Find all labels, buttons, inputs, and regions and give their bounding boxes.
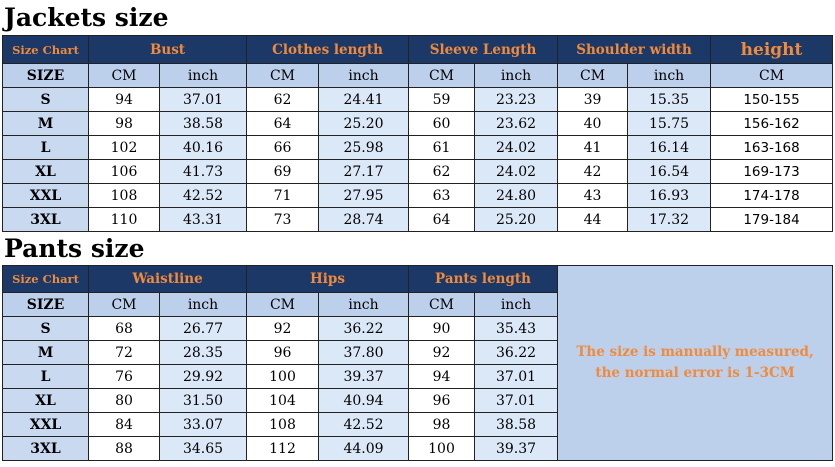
table-row bbox=[3, 184, 833, 208]
length-inch-cell: 27.95 bbox=[319, 184, 409, 208]
pants-length-header: Pants length bbox=[409, 266, 558, 293]
hips-cm-subheader: CM bbox=[247, 293, 319, 317]
sleeve-inch-cell: 24.02 bbox=[475, 160, 558, 184]
hips-inch-cell: 39.37 bbox=[319, 365, 409, 389]
size-chart-header: Size Chart bbox=[3, 36, 89, 64]
sleeve-cm-cell: 63 bbox=[409, 184, 475, 208]
bust-inch-cell: 43.31 bbox=[160, 208, 247, 232]
waist-inch-cell: 33.07 bbox=[160, 413, 247, 437]
size-subheader: SIZE bbox=[3, 64, 89, 88]
waist-cm-cell: 88 bbox=[89, 437, 160, 461]
bust-inch-cell: 38.58 bbox=[160, 112, 247, 136]
bust-inch-subheader: inch bbox=[160, 64, 247, 88]
length-inch-cell: 38.58 bbox=[475, 413, 558, 437]
shoulder-cm-cell: 39 bbox=[558, 88, 628, 112]
jackets-header-row bbox=[3, 36, 833, 64]
shoulder-inch-subheader: inch bbox=[628, 64, 711, 88]
size-label: S bbox=[3, 88, 89, 112]
length-cm-cell: 100 bbox=[409, 437, 475, 461]
shoulder-cm-cell: 44 bbox=[558, 208, 628, 232]
height-cell: 163-168 bbox=[711, 136, 833, 160]
table-row bbox=[3, 136, 833, 160]
jackets-size-table bbox=[2, 35, 833, 232]
length-inch-subheader: inch bbox=[475, 293, 558, 317]
length-cm-cell: 73 bbox=[247, 208, 319, 232]
hips-cm-cell: 104 bbox=[247, 389, 319, 413]
pants-size-table bbox=[2, 265, 833, 461]
height-header: height bbox=[711, 36, 833, 64]
hips-inch-cell: 42.52 bbox=[319, 413, 409, 437]
length-cm-cell: 69 bbox=[247, 160, 319, 184]
bust-cm-cell: 110 bbox=[89, 208, 160, 232]
length-cm-cell: 71 bbox=[247, 184, 319, 208]
size-subheader: SIZE bbox=[3, 293, 89, 317]
bust-inch-cell: 41.73 bbox=[160, 160, 247, 184]
shoulder-cm-cell: 42 bbox=[558, 160, 628, 184]
hips-cm-cell: 96 bbox=[247, 341, 319, 365]
sleeve-cm-cell: 64 bbox=[409, 208, 475, 232]
shoulder-width-header: Shoulder width bbox=[558, 36, 711, 64]
waist-cm-cell: 76 bbox=[89, 365, 160, 389]
length-inch-cell: 36.22 bbox=[475, 341, 558, 365]
hips-inch-cell: 44.09 bbox=[319, 437, 409, 461]
length-inch-cell: 27.17 bbox=[319, 160, 409, 184]
waistline-header: Waistline bbox=[89, 266, 247, 293]
hips-header: Hips bbox=[247, 266, 409, 293]
bust-cm-cell: 94 bbox=[89, 88, 160, 112]
sleeve-cm-cell: 59 bbox=[409, 88, 475, 112]
sleeve-cm-subheader: CM bbox=[409, 64, 475, 88]
length-inch-subheader: inch bbox=[319, 64, 409, 88]
hips-cm-cell: 112 bbox=[247, 437, 319, 461]
bust-inch-cell: 42.52 bbox=[160, 184, 247, 208]
shoulder-inch-cell: 16.14 bbox=[628, 136, 711, 160]
height-cell: 179-184 bbox=[711, 208, 833, 232]
bust-cm-cell: 102 bbox=[89, 136, 160, 160]
length-cm-subheader: CM bbox=[409, 293, 475, 317]
length-cm-cell: 66 bbox=[247, 136, 319, 160]
size-label: XXL bbox=[3, 413, 89, 437]
hips-cm-cell: 108 bbox=[247, 413, 319, 437]
sleeve-inch-cell: 23.23 bbox=[475, 88, 558, 112]
waist-inch-cell: 29.92 bbox=[160, 365, 247, 389]
length-cm-cell: 94 bbox=[409, 365, 475, 389]
length-cm-subheader: CM bbox=[247, 64, 319, 88]
table-row bbox=[3, 88, 833, 112]
bust-cm-cell: 106 bbox=[89, 160, 160, 184]
shoulder-cm-cell: 41 bbox=[558, 136, 628, 160]
length-inch-cell: 24.41 bbox=[319, 88, 409, 112]
height-cell: 156-162 bbox=[711, 112, 833, 136]
length-inch-cell: 37.01 bbox=[475, 389, 558, 413]
sleeve-cm-cell: 61 bbox=[409, 136, 475, 160]
length-cm-cell: 92 bbox=[409, 341, 475, 365]
length-inch-cell: 25.98 bbox=[319, 136, 409, 160]
size-label: 3XL bbox=[3, 208, 89, 232]
hips-inch-cell: 40.94 bbox=[319, 389, 409, 413]
bust-inch-cell: 40.16 bbox=[160, 136, 247, 160]
size-chart-header: Size Chart bbox=[3, 266, 89, 293]
waist-inch-cell: 34.65 bbox=[160, 437, 247, 461]
waist-cm-cell: 84 bbox=[89, 413, 160, 437]
size-label: XL bbox=[3, 389, 89, 413]
table-row bbox=[3, 208, 833, 232]
length-inch-cell: 28.74 bbox=[319, 208, 409, 232]
waist-cm-cell: 72 bbox=[89, 341, 160, 365]
size-label: L bbox=[3, 365, 89, 389]
waist-inch-cell: 26.77 bbox=[160, 317, 247, 341]
length-cm-cell: 98 bbox=[409, 413, 475, 437]
bust-cm-cell: 98 bbox=[89, 112, 160, 136]
size-label: L bbox=[3, 136, 89, 160]
pants-header-row bbox=[3, 266, 833, 293]
length-inch-cell: 35.43 bbox=[475, 317, 558, 341]
bust-inch-cell: 37.01 bbox=[160, 88, 247, 112]
height-cm-subheader: CM bbox=[711, 64, 833, 88]
size-label: S bbox=[3, 317, 89, 341]
waist-cm-subheader: CM bbox=[89, 293, 160, 317]
waist-cm-cell: 80 bbox=[89, 389, 160, 413]
jackets-size-title: Jackets size bbox=[4, 3, 169, 32]
length-inch-cell: 37.01 bbox=[475, 365, 558, 389]
height-cell: 169-173 bbox=[711, 160, 833, 184]
length-inch-cell: 39.37 bbox=[475, 437, 558, 461]
length-cm-cell: 64 bbox=[247, 112, 319, 136]
bust-cm-cell: 108 bbox=[89, 184, 160, 208]
waist-inch-subheader: inch bbox=[160, 293, 247, 317]
size-label: 3XL bbox=[3, 437, 89, 461]
shoulder-cm-cell: 43 bbox=[558, 184, 628, 208]
measurement-note: The size is manually measured, the normal error is 1-3CM bbox=[558, 266, 833, 461]
sleeve-cm-cell: 62 bbox=[409, 160, 475, 184]
shoulder-inch-cell: 16.54 bbox=[628, 160, 711, 184]
waist-inch-cell: 31.50 bbox=[160, 389, 247, 413]
sleeve-cm-cell: 60 bbox=[409, 112, 475, 136]
shoulder-cm-subheader: CM bbox=[558, 64, 628, 88]
waist-cm-cell: 68 bbox=[89, 317, 160, 341]
shoulder-inch-cell: 15.75 bbox=[628, 112, 711, 136]
pants-size-title: Pants size bbox=[4, 234, 145, 263]
length-cm-cell: 96 bbox=[409, 389, 475, 413]
hips-cm-cell: 100 bbox=[247, 365, 319, 389]
sleeve-inch-cell: 24.80 bbox=[475, 184, 558, 208]
clothes-length-header: Clothes length bbox=[247, 36, 409, 64]
sleeve-inch-cell: 24.02 bbox=[475, 136, 558, 160]
hips-inch-cell: 37.80 bbox=[319, 341, 409, 365]
size-label: M bbox=[3, 341, 89, 365]
shoulder-inch-cell: 15.35 bbox=[628, 88, 711, 112]
jackets-subheader-row bbox=[3, 64, 833, 88]
length-inch-cell: 25.20 bbox=[319, 112, 409, 136]
waist-inch-cell: 28.35 bbox=[160, 341, 247, 365]
hips-inch-subheader: inch bbox=[319, 293, 409, 317]
shoulder-inch-cell: 17.32 bbox=[628, 208, 711, 232]
size-label: XXL bbox=[3, 184, 89, 208]
size-label: M bbox=[3, 112, 89, 136]
shoulder-cm-cell: 40 bbox=[558, 112, 628, 136]
table-row bbox=[3, 160, 833, 184]
height-cell: 174-178 bbox=[711, 184, 833, 208]
hips-inch-cell: 36.22 bbox=[319, 317, 409, 341]
sleeve-inch-cell: 23.62 bbox=[475, 112, 558, 136]
sleeve-inch-subheader: inch bbox=[475, 64, 558, 88]
sleeve-inch-cell: 25.20 bbox=[475, 208, 558, 232]
length-cm-cell: 90 bbox=[409, 317, 475, 341]
hips-cm-cell: 92 bbox=[247, 317, 319, 341]
sleeve-length-header: Sleeve Length bbox=[409, 36, 558, 64]
height-cell: 150-155 bbox=[711, 88, 833, 112]
bust-header: Bust bbox=[89, 36, 247, 64]
table-row bbox=[3, 112, 833, 136]
size-label: XL bbox=[3, 160, 89, 184]
shoulder-inch-cell: 16.93 bbox=[628, 184, 711, 208]
length-cm-cell: 62 bbox=[247, 88, 319, 112]
bust-cm-subheader: CM bbox=[89, 64, 160, 88]
